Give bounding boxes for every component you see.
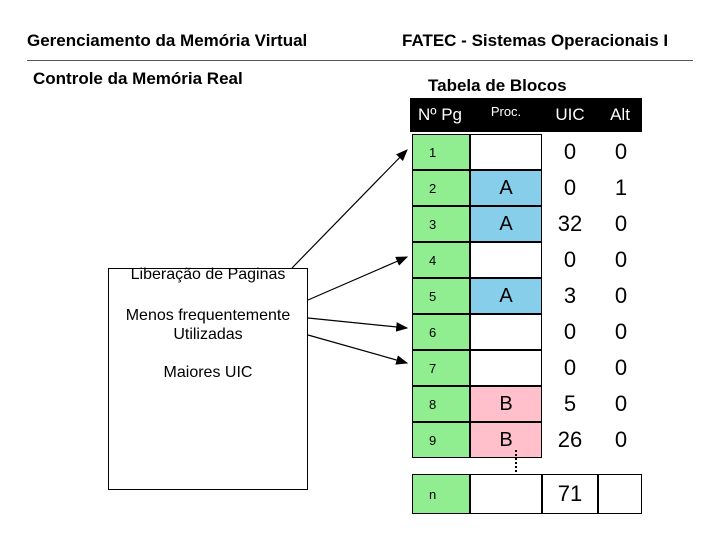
alt-value: 0: [614, 391, 628, 416]
page-number-label: n: [429, 486, 437, 502]
page-number-label: 6: [429, 324, 437, 340]
right-header-title: FATEC - Sistemas Operacionais I: [402, 31, 669, 50]
left-header-title: Gerenciamento da Memória Virtual: [27, 31, 308, 50]
alt-value: 0: [614, 211, 628, 236]
proc-label: A: [499, 212, 513, 235]
alt-value: 0: [614, 139, 628, 164]
uic-value: 26: [557, 427, 583, 452]
column-header-page: Nº Pg: [410, 98, 470, 132]
uic-value: 0: [563, 247, 577, 272]
page-number-label: 7: [429, 360, 437, 376]
page-number-label: 9: [429, 432, 437, 448]
arrow-to-page-4: [308, 257, 407, 300]
page-number-label: 2: [429, 180, 437, 196]
alt-value: 0: [614, 355, 628, 380]
arrow-to-page-1: [292, 150, 407, 268]
uic-value: 32: [557, 211, 583, 236]
policy-line-highest-uic: Maiores UIC: [163, 364, 253, 381]
arrow-to-page-7: [308, 335, 407, 363]
uic-value: 0: [563, 319, 577, 344]
proc-label: A: [499, 176, 513, 199]
uic-value: 71: [557, 481, 583, 506]
alt-value: 1: [614, 175, 628, 200]
arrow-to-page-6: [308, 318, 407, 328]
alt-value: 0: [614, 247, 628, 272]
page-number-label: 1: [429, 144, 437, 160]
proc-label: B: [499, 392, 513, 415]
uic-value: 0: [563, 139, 577, 164]
alt-value: 0: [614, 427, 628, 452]
page-number-label: 4: [429, 252, 437, 268]
uic-value: 5: [563, 391, 577, 416]
page-number-label: 8: [429, 396, 437, 412]
column-header-proc: Proc.: [470, 98, 542, 132]
uic-value: 0: [563, 175, 577, 200]
subtitle: Controle da Memória Real: [33, 69, 243, 88]
policy-line-utilized: Utilizadas: [173, 326, 243, 343]
page-number-label: 3: [429, 216, 437, 232]
column-header-alt: Alt: [598, 98, 642, 132]
column-header-uic: UIC: [542, 98, 598, 132]
alt-value: 0: [614, 283, 628, 308]
policy-line-least-frequent: Menos frequentemente: [125, 307, 291, 324]
uic-value: 0: [563, 355, 577, 380]
proc-label: B: [499, 428, 513, 451]
alt-value: 0: [614, 319, 628, 344]
proc-label: A: [499, 284, 513, 307]
table-title: Tabela de Blocos: [428, 76, 567, 95]
uic-value: 3: [563, 283, 577, 308]
page-number-label: 5: [429, 288, 437, 304]
policy-title: Liberação de Paginas: [130, 266, 286, 283]
